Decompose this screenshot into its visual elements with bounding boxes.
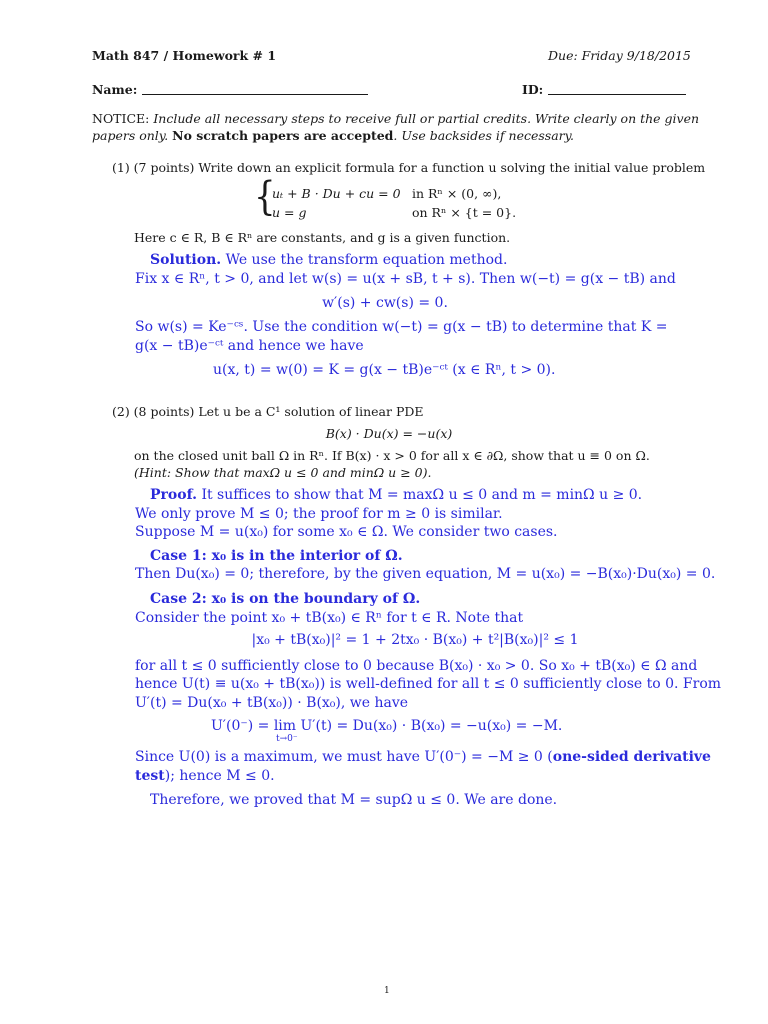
problem1-note: Here c ∈ R, B ∈ Rⁿ are constants, and g is a given function.	[134, 230, 511, 245]
solution-line-3: So w(s) = Ke⁻ᶜˢ. Use the condition w(−t) = g(x − tB) to determine that K =	[135, 319, 668, 335]
problem2-pde: B(x) · Du(x) = −u(x)	[325, 426, 453, 441]
problem2-condition: on the closed unit ball Ω in Rⁿ. If B(x) · x > 0 for all x ∈ ∂Ω, show that u ≡ 0 on Ω.	[134, 448, 650, 463]
solution-line-4: g(x − tB)e⁻ᶜᵗ and hence we have	[135, 338, 364, 354]
case1-label: Case 1: x₀ is in the interior of Ω.	[150, 548, 403, 564]
proof-intro-line	[150, 487, 642, 503]
page-number: 1	[384, 986, 390, 996]
case2-line-1: Consider the point x₀ + tB(x₀) ∈ Rⁿ for t ∈ R. Note that	[135, 610, 524, 626]
name-label: Name:	[92, 82, 138, 97]
solution-line-5: u(x, t) = w(0) = K = g(x − tB)e⁻ᶜᵗ (x ∈ Rⁿ, t > 0).	[213, 362, 556, 378]
case2-line-6-bold: test	[135, 768, 165, 784]
proof-intro: It suffices to show that M = maxΩ u ≤ 0 and m = minΩ u ≥ 0.	[201, 487, 643, 503]
problem1-eq2-domain: on Rⁿ × {t = 0}.	[412, 205, 517, 220]
solution-line-2: w′(s) + cw(s) = 0.	[322, 295, 448, 311]
notice-text-2: papers only.	[92, 128, 169, 143]
problem1-eq2: u = g	[272, 205, 307, 220]
due-date: Due: Friday 9/18/2015	[548, 48, 691, 63]
notice-bold: No scratch papers are accepted	[172, 128, 394, 143]
case2-limit: U′(0⁻) = lim U′(t) = Du(x₀) · B(x₀) = −u(x₀) = −M.	[211, 718, 563, 734]
proof-label: Proof.	[150, 487, 197, 503]
case2-equation: |x₀ + tB(x₀)|² = 1 + 2tx₀ · B(x₀) + t²|B(x₀)|² ≤ 1	[251, 632, 579, 648]
case2-line-6-text: ); hence M ≤ 0.	[164, 768, 275, 784]
id-label: ID:	[522, 82, 544, 97]
problem1-eq1: uₜ + B · Du + cu = 0	[272, 186, 401, 201]
system-brace: {	[254, 174, 276, 220]
case2-line-5-bold: one-sided derivative	[552, 749, 711, 765]
problem2-hint: (Hint: Show that maxΩ u ≤ 0 and minΩ u ≥ 0).	[134, 465, 432, 480]
solution-line-1: Fix x ∈ Rⁿ, t > 0, and let w(s) = u(x + sB, t + s). Then w(−t) = g(x − tB) and	[135, 271, 676, 287]
case2-line-5	[135, 749, 711, 765]
case2-line-5-text: Since U(0) is a maximum, we must have U′(0⁻) = −M ≥ 0 (	[135, 749, 553, 765]
solution-intro-line	[150, 252, 507, 268]
proof-line-1: We only prove M ≤ 0; the proof for m ≥ 0 is similar.	[135, 506, 503, 522]
solution-label: Solution.	[150, 252, 222, 268]
notice-text-1: Include all necessary steps to receive full or partial credits. Write clearly on the given	[153, 111, 700, 126]
notice-line-2	[92, 128, 574, 143]
course-title: Math 847 / Homework # 1	[92, 48, 277, 63]
case2-label: Case 2: x₀ is on the boundary of Ω.	[150, 591, 421, 607]
case2-line-4: U′(t) = Du(x₀ + tB(x₀)) · B(x₀), we have	[135, 695, 409, 711]
case2-line-3: hence U(t) ≡ u(x₀ + tB(x₀)) is well-defined for all t ≤ 0 sufficiently close to 0. From	[135, 676, 722, 692]
case2-line-2: for all t ≤ 0 sufficiently close to 0 because B(x₀) · x₀ > 0. So x₀ + tB(x₀) ∈ Ω and	[135, 658, 698, 674]
name-line	[142, 94, 368, 95]
notice-label: NOTICE:	[92, 111, 150, 126]
problem1-eq1-domain: in Rⁿ × (0, ∞),	[412, 186, 502, 201]
solution-intro: We use the transform equation method.	[225, 252, 508, 268]
proof-line-2: Suppose M = u(x₀) for some x₀ ∈ Ω. We consider two cases.	[135, 524, 558, 540]
case1-text: Then Du(x₀) = 0; therefore, by the given equation, M = u(x₀) = −B(x₀)·Du(x₀) = 0.	[135, 566, 716, 582]
conclusion: Therefore, we proved that M = supΩ u ≤ 0. We are done.	[150, 792, 558, 808]
notice-line-1	[92, 111, 699, 126]
case2-limit-subscript: t→0⁻	[276, 734, 298, 744]
notice-text-3: . Use backsides if necessary.	[393, 128, 574, 143]
id-line	[548, 94, 686, 95]
problem1-prompt: (1) (7 points) Write down an explicit formula for a function u solving the initial value problem	[112, 160, 706, 175]
problem2-prompt: (2) (8 points) Let u be a C¹ solution of linear PDE	[112, 404, 424, 419]
case2-line-6	[135, 768, 275, 784]
